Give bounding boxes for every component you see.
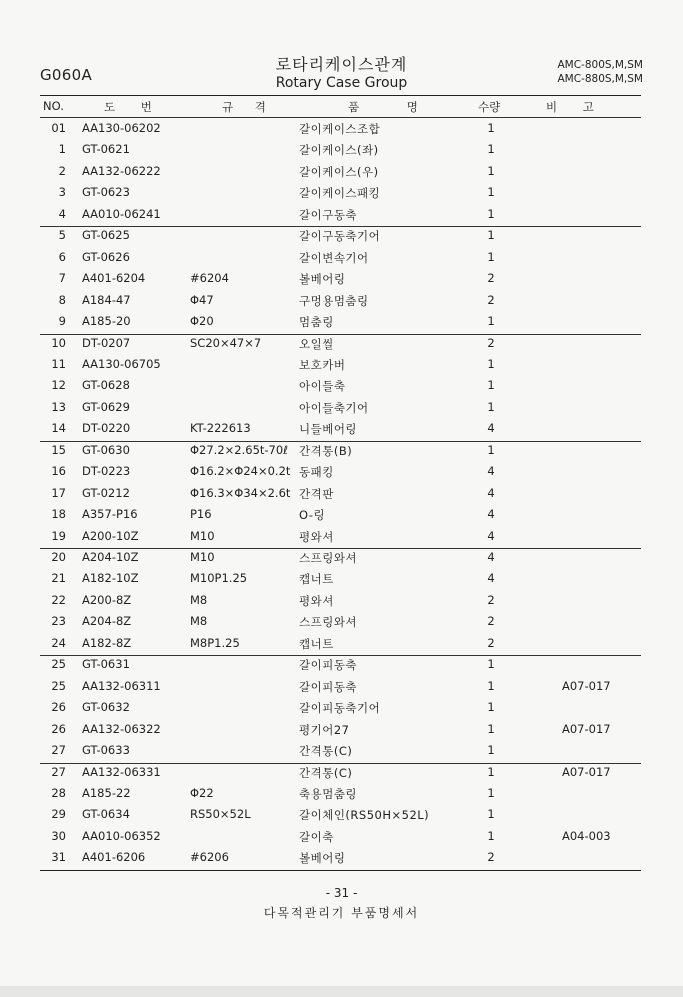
spec: Φ16.3×Φ34×2.6t <box>190 485 291 500</box>
row-no: 19 <box>51 528 66 543</box>
group-divider <box>40 763 641 764</box>
quantity: 1 <box>487 249 495 264</box>
row-no: 26 <box>51 700 66 715</box>
table-row <box>0 679 683 700</box>
row-no: 1 <box>58 142 66 157</box>
table-row <box>0 378 683 399</box>
group-divider <box>40 226 641 227</box>
part-number: A357-P16 <box>82 507 138 522</box>
table-row <box>0 185 683 206</box>
quantity: 1 <box>487 721 495 736</box>
spec: Φ20 <box>190 314 214 329</box>
part-name: 간격통(C) <box>299 744 353 759</box>
document-title: 다목적관리기 부품명세서 <box>263 906 420 920</box>
part-name: O-링 <box>299 508 326 523</box>
table-row <box>0 507 683 528</box>
part-name: 스프링와셔 <box>299 615 358 630</box>
part-number: AA132-06311 <box>82 678 161 693</box>
row-no: 4 <box>58 206 66 221</box>
part-number: A185-22 <box>82 785 131 800</box>
row-no: 28 <box>51 785 66 800</box>
remark: A07-017 <box>562 678 611 693</box>
quantity: 1 <box>487 399 495 414</box>
table-row <box>0 743 683 764</box>
quantity: 4 <box>487 550 495 564</box>
spec: #6204 <box>190 271 229 286</box>
part-name: 갈이피동축 <box>299 658 358 673</box>
part-name: 간격통(C) <box>299 765 353 780</box>
table-row <box>0 529 683 550</box>
part-name: 구멍용멈춤링 <box>299 293 369 308</box>
part-number: A200-8Z <box>82 592 132 607</box>
row-no: 21 <box>51 571 66 586</box>
page-number: - 31 - <box>325 886 358 900</box>
row-no: 23 <box>51 614 66 629</box>
quantity: 1 <box>487 121 495 135</box>
col-header-spec: 규 격 <box>222 100 266 114</box>
table-row <box>0 314 683 335</box>
table-row <box>0 614 683 635</box>
part-number: DT-0207 <box>82 335 131 350</box>
group-divider <box>40 441 641 442</box>
part-number: DT-0223 <box>82 464 131 479</box>
part-number: GT-0212 <box>82 485 130 500</box>
part-number: A200-10Z <box>82 528 139 543</box>
group-divider <box>40 548 641 549</box>
table-row <box>0 400 683 421</box>
row-no: 12 <box>51 378 66 393</box>
header-bottom-rule <box>40 117 641 118</box>
row-no: 27 <box>51 764 66 779</box>
part-name: 간격통(B) <box>299 443 353 458</box>
table-row <box>0 486 683 507</box>
row-no: 30 <box>51 828 66 843</box>
part-name: 멈춤링 <box>299 315 334 330</box>
row-no: 10 <box>51 335 66 350</box>
part-name: 갈이구동축 <box>299 207 358 222</box>
table-row <box>0 593 683 614</box>
table-row <box>0 421 683 442</box>
table-row <box>0 142 683 163</box>
part-number: A182-8Z <box>82 635 132 650</box>
quantity: 2 <box>487 850 495 865</box>
part-number: GT-0629 <box>82 399 130 414</box>
spec: KT-222613 <box>190 421 251 436</box>
row-no: 14 <box>51 421 66 436</box>
part-name: 동패킹 <box>299 465 334 480</box>
table-row <box>0 765 683 786</box>
col-header-no: NO. <box>43 99 64 113</box>
table-row <box>0 657 683 678</box>
quantity: 1 <box>487 785 495 800</box>
row-no: 25 <box>51 657 66 672</box>
model-line: AMC-800S,M,SM <box>557 59 643 71</box>
row-no: 6 <box>58 249 66 264</box>
quantity: 1 <box>487 206 495 221</box>
part-name: 갈이케이스(좌) <box>299 143 379 158</box>
quantity: 1 <box>487 807 495 822</box>
quantity: 1 <box>487 828 495 843</box>
spec: Φ47 <box>190 292 214 307</box>
part-number: AA132-06222 <box>82 163 161 178</box>
row-no: 8 <box>58 292 66 307</box>
part-name: 평기어27 <box>299 722 350 737</box>
spec: #6206 <box>190 850 229 865</box>
table-row <box>0 850 683 871</box>
spec: P16 <box>190 507 212 522</box>
row-no: 16 <box>51 464 66 479</box>
quantity: 1 <box>487 314 495 329</box>
part-name: 갈이피동축기어 <box>299 701 381 716</box>
table-row <box>0 293 683 314</box>
quantity: 2 <box>487 614 495 629</box>
spec: RS50×52L <box>190 807 251 822</box>
part-name: 스프링와셔 <box>299 551 358 565</box>
row-no: 26 <box>51 721 66 736</box>
remark: A04-003 <box>562 828 611 843</box>
part-name: 갈이구동축기어 <box>299 229 381 244</box>
spec: M8 <box>190 614 208 629</box>
part-number: GT-0626 <box>82 249 130 264</box>
part-number: GT-0631 <box>82 657 130 672</box>
quantity: 1 <box>487 228 495 243</box>
part-name: 갈이케이스(우) <box>299 164 379 179</box>
table-row <box>0 464 683 485</box>
spec: M8P1.25 <box>190 635 240 650</box>
part-name: 평와셔 <box>299 593 334 608</box>
quantity: 1 <box>487 442 495 457</box>
table-row <box>0 829 683 850</box>
part-name: 갈이피동축 <box>299 679 358 694</box>
row-no: 17 <box>51 485 66 500</box>
title-english: Rotary Case Group <box>275 75 408 91</box>
title-korean: 로타리케이스관계 <box>275 55 408 74</box>
quantity: 2 <box>487 592 495 607</box>
group-code: G060A <box>40 66 93 84</box>
part-number: A401-6204 <box>82 271 146 286</box>
quantity: 1 <box>487 657 495 672</box>
part-number: GT-0628 <box>82 378 130 393</box>
part-name: 볼베어링 <box>299 272 346 287</box>
header-top-rule <box>40 95 641 96</box>
spec: SC20×47×7 <box>190 335 262 350</box>
quantity: 1 <box>487 142 495 157</box>
quantity: 4 <box>487 464 495 479</box>
part-number: GT-0623 <box>82 185 130 200</box>
row-no: 11 <box>51 356 66 371</box>
table-row <box>0 207 683 228</box>
col-header-note: 비 고 <box>546 100 594 114</box>
spec: M10 <box>190 528 215 543</box>
quantity: 1 <box>487 700 495 715</box>
table-row <box>0 786 683 807</box>
part-number: A204-10Z <box>82 550 139 564</box>
part-name: 갈이축 <box>299 829 334 844</box>
table-row <box>0 250 683 271</box>
part-number: A182-10Z <box>82 571 139 586</box>
quantity: 4 <box>487 485 495 500</box>
part-name: 캡너트 <box>299 572 334 587</box>
row-no: 01 <box>51 121 66 135</box>
part-number: A185-20 <box>82 314 131 329</box>
col-header-qty: 수량 <box>478 100 501 114</box>
part-number: DT-0220 <box>82 421 131 436</box>
part-name: 볼베어링 <box>299 851 346 866</box>
part-name: 갈이변속기어 <box>299 250 369 265</box>
part-number: AA132-06322 <box>82 721 161 736</box>
quantity: 2 <box>487 635 495 650</box>
scan-edge <box>0 986 683 997</box>
model-list <box>557 58 643 86</box>
row-no: 25 <box>51 678 66 693</box>
quantity: 4 <box>487 571 495 586</box>
quantity: 2 <box>487 335 495 350</box>
spec: Φ16.2×Φ24×0.2t <box>190 464 291 479</box>
row-no: 3 <box>58 185 66 200</box>
part-name: 아이들축 <box>299 379 346 394</box>
table-row <box>0 700 683 721</box>
quantity: 1 <box>487 163 495 178</box>
part-name: 갈이케이스조합 <box>299 122 381 136</box>
table-row <box>0 571 683 592</box>
part-number: A401-6206 <box>82 850 146 865</box>
table-row <box>0 550 683 571</box>
row-no: 22 <box>51 592 66 607</box>
remark: A07-017 <box>562 764 611 779</box>
row-no: 20 <box>51 550 66 564</box>
table-row <box>0 228 683 249</box>
row-no: 13 <box>51 399 66 414</box>
table-row <box>0 357 683 378</box>
spec: M10P1.25 <box>190 571 248 586</box>
part-name: 갈이케이스패킹 <box>299 186 381 201</box>
table-row <box>0 636 683 657</box>
part-number: AA130-06705 <box>82 356 161 371</box>
part-number: AA010-06352 <box>82 828 161 843</box>
part-number: AA010-06241 <box>82 206 161 221</box>
table-row <box>0 807 683 828</box>
row-no: 15 <box>51 442 66 457</box>
part-name: 보호카버 <box>299 357 346 372</box>
group-divider <box>40 870 641 871</box>
quantity: 1 <box>487 185 495 200</box>
part-number: GT-0633 <box>82 743 130 758</box>
table-row <box>0 336 683 357</box>
quantity: 4 <box>487 507 495 522</box>
spec: Φ22 <box>190 785 214 800</box>
table-row <box>0 443 683 464</box>
part-number: GT-0625 <box>82 228 130 243</box>
spec: M8 <box>190 592 208 607</box>
part-number: GT-0632 <box>82 700 130 715</box>
model-line: AMC-880S,M,SM <box>557 73 643 85</box>
remark: A07-017 <box>562 721 611 736</box>
row-no: 18 <box>51 507 66 522</box>
quantity: 4 <box>487 528 495 543</box>
quantity: 2 <box>487 292 495 307</box>
row-no: 24 <box>51 635 66 650</box>
part-number: GT-0621 <box>82 142 130 157</box>
group-divider <box>40 334 641 335</box>
table-row <box>0 271 683 292</box>
quantity: 4 <box>487 421 495 436</box>
part-number: GT-0630 <box>82 442 130 457</box>
part-name: 평와셔 <box>299 529 334 544</box>
table-row <box>0 164 683 185</box>
part-name: 갈이체인(RS50H×52L) <box>299 808 430 823</box>
part-name: 캡너트 <box>299 636 334 651</box>
col-header-name: 품 명 <box>348 100 418 114</box>
part-name: 아이들축기어 <box>299 400 369 415</box>
part-number: A184-47 <box>82 292 131 307</box>
part-number: AA130-06202 <box>82 121 161 135</box>
row-no: 29 <box>51 807 66 822</box>
col-header-part: 도 번 <box>104 100 152 114</box>
spec: Φ27.2×2.65t-70ℓ <box>190 442 288 457</box>
row-no: 2 <box>58 163 66 178</box>
group-divider <box>40 655 641 656</box>
row-no: 27 <box>51 743 66 758</box>
part-name: 축용멈춤링 <box>299 786 358 801</box>
part-number: GT-0634 <box>82 807 130 822</box>
row-no: 9 <box>58 314 66 329</box>
part-number: AA132-06331 <box>82 764 161 779</box>
quantity: 2 <box>487 271 495 286</box>
table-row <box>0 722 683 743</box>
row-no: 5 <box>58 228 66 243</box>
quantity: 1 <box>487 743 495 758</box>
quantity: 1 <box>487 378 495 393</box>
spec: M10 <box>190 550 215 564</box>
part-name: 간격판 <box>299 486 334 501</box>
quantity: 1 <box>487 356 495 371</box>
part-name: 오일씰 <box>299 336 334 351</box>
row-no: 7 <box>58 271 66 286</box>
row-no: 31 <box>51 850 66 865</box>
part-number: A204-8Z <box>82 614 132 629</box>
part-name: 니들베어링 <box>299 422 358 437</box>
quantity: 1 <box>487 764 495 779</box>
quantity: 1 <box>487 678 495 693</box>
table-row <box>0 121 683 142</box>
